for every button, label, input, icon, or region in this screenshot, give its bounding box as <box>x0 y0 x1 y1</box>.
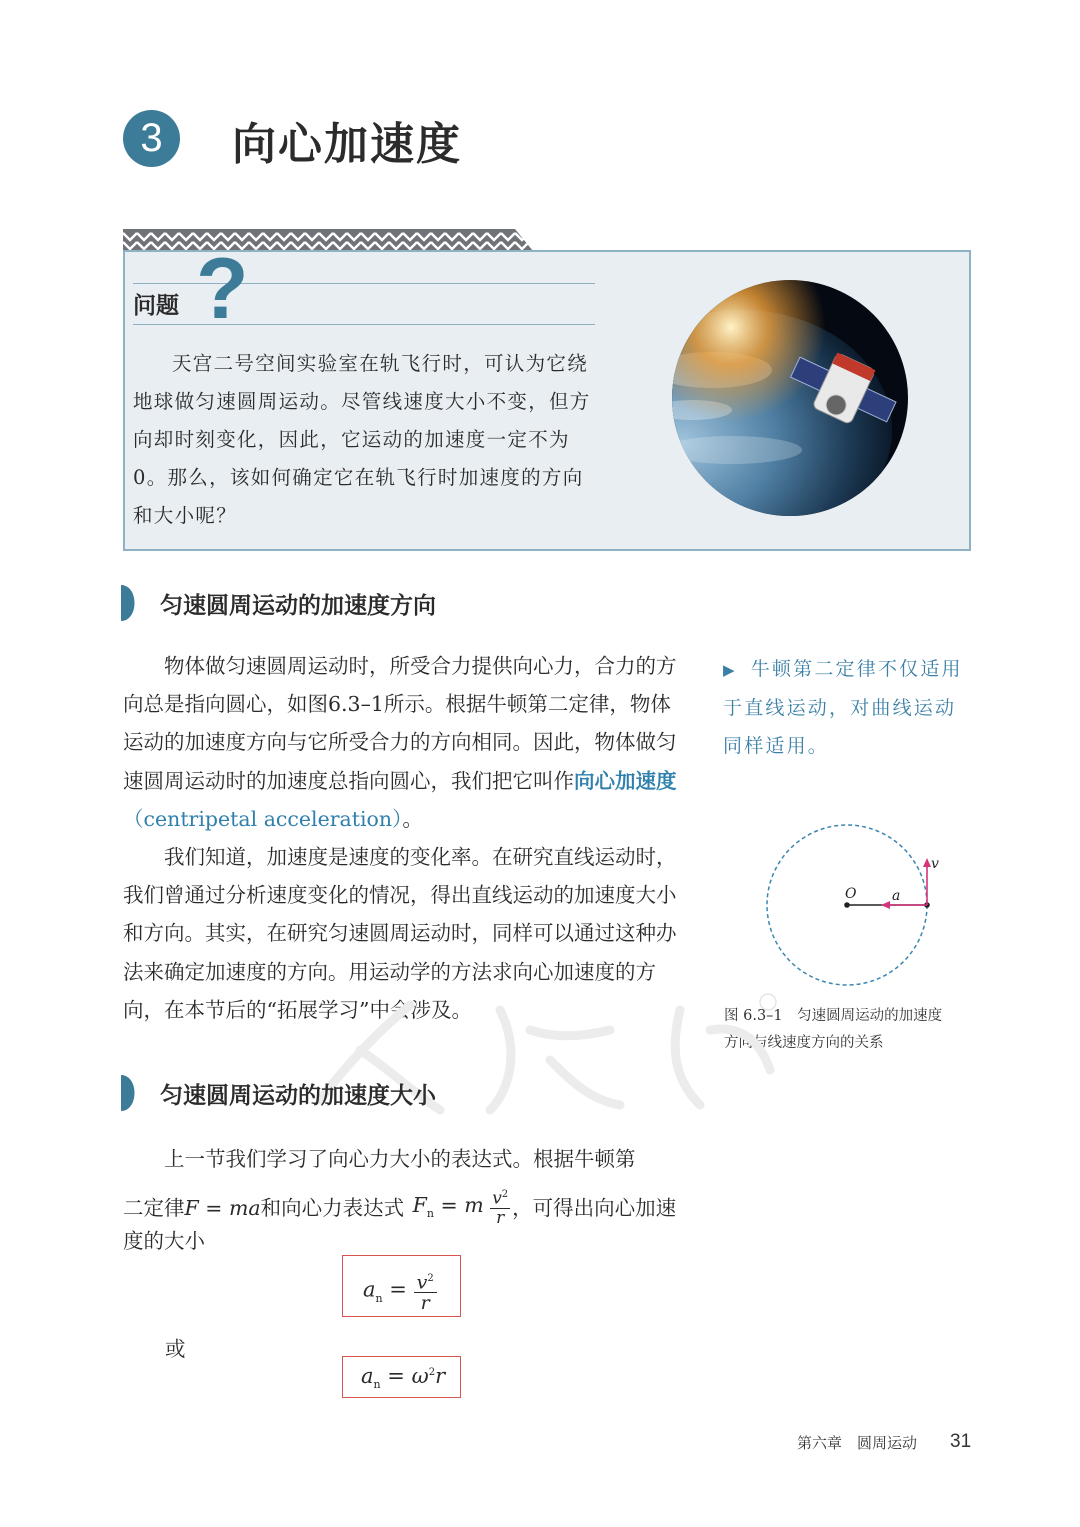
body-direction <box>123 647 683 1029</box>
heading-tab-icon <box>121 585 141 621</box>
page-number: 31 <box>950 1431 972 1452</box>
zigzag-decoration <box>123 229 533 251</box>
denominator <box>414 1293 437 1313</box>
text-run: 物体做匀速圆周运动时，所受合力提供向心力，合力的方向总是指向圆心，如图6.3–1所示。根据牛顿第二定律，物体运动的加速度方向与它所受合力的方向相同。因此，物体做匀速圆周运动时的加速度总指向圆心，我们把它叫作 <box>123 654 677 793</box>
term-english: （centripetal acceleration） <box>123 806 403 831</box>
symbol-v: v <box>416 1271 428 1294</box>
symbol-v: v <box>492 1188 502 1209</box>
side-note <box>723 650 973 765</box>
formula-Fn: F <box>412 1193 427 1217</box>
formula-eq: = <box>380 1364 412 1388</box>
fraction-v2-over-r <box>414 1269 437 1313</box>
formula-eq: = <box>382 1277 414 1302</box>
text-run: 和向心力表达式 <box>260 1196 405 1221</box>
text-or: 或 <box>165 1337 186 1361</box>
text-run: 。 <box>402 806 423 831</box>
space-station-photo <box>672 280 908 516</box>
body-magnitude-line2 <box>123 1186 683 1233</box>
body-magnitude-line3: 度的大小 <box>123 1229 205 1253</box>
formula-F: F <box>184 1196 199 1221</box>
formula-an-omega2-r <box>361 1364 445 1391</box>
footer-chapter: 第六章 圆周运动 <box>797 1434 918 1452</box>
section-title: 向心加速度 <box>232 119 462 170</box>
triangle-arrow-icon: ▶ <box>723 661 737 679</box>
heading-tab-icon <box>121 1075 141 1111</box>
acceleration-arrowhead <box>881 901 890 909</box>
symbol-r: r <box>435 1364 446 1388</box>
symbol-a: a <box>363 1277 376 1302</box>
label-O: O <box>845 886 857 902</box>
question-mark-icon: ? <box>196 241 249 337</box>
question-text: 天宫二号空间实验室在轨飞行时，可认为它绕地球做匀速圆周运动。尽管线速度大小不变，但方向却时刻变化，因此，它运动的加速度一定不为0。那么，该如何确定它在轨飞行时加速度的方向和大小呢？ <box>133 352 591 527</box>
superscript-2: 2 <box>501 1189 509 1201</box>
text-run: 二定律 <box>123 1196 185 1221</box>
symbol-omega: ω <box>411 1364 429 1388</box>
formula-box-an-v2-r <box>342 1255 461 1317</box>
label-v: v <box>931 856 939 872</box>
formula-box-an-omega2-r <box>342 1356 461 1398</box>
term-centripetal-acceleration: 向心加速度 <box>574 768 677 793</box>
side-note-text: 牛顿第二定律不仅适用于直线运动，对曲线运动同样适用。 <box>723 658 963 757</box>
formula-centripetal-force <box>413 1186 511 1233</box>
figure-circle-diagram <box>760 820 960 1000</box>
formula-eq: = <box>433 1193 465 1217</box>
body-magnitude-line1: 上一节我们学习了向心力大小的表达式。根据牛顿第 <box>164 1147 636 1171</box>
paragraph-direction-2: 我们知道，加速度是速度的变化率。在研究直线运动时，我们曾通过分析速度变化的情况，得出直线运动的加速度大小和方向。其实，在研究匀速圆周运动时，同样可以通过这种办法来确定加速度的方向。用运动学的方法求向心加速度的方向，在本节后的“拓展学习”中会涉及。 <box>123 845 677 1022</box>
formula-eq: = <box>198 1196 229 1221</box>
subscript-n: n <box>426 1207 434 1221</box>
symbol-r: r <box>496 1207 505 1228</box>
superscript-2: 2 <box>427 1273 434 1284</box>
caption-line-2: 方向与线速度方向的关系 <box>724 1035 884 1051</box>
numerator <box>490 1186 510 1209</box>
subscript-n: n <box>375 1291 383 1305</box>
denominator <box>490 1209 510 1227</box>
symbol-a: a <box>361 1364 374 1388</box>
formula-m: m <box>464 1193 484 1217</box>
text-run: ，可得出向心加速 <box>512 1196 677 1221</box>
center-point <box>844 902 850 908</box>
velocity-arrowhead <box>923 858 931 867</box>
label-a: a <box>892 888 901 904</box>
subscript-n: n <box>373 1378 381 1392</box>
superscript-2: 2 <box>428 1367 436 1378</box>
symbol-r: r <box>420 1292 430 1315</box>
formula-an-v2-r <box>363 1269 437 1313</box>
fraction-v2-over-r <box>490 1186 510 1227</box>
section-number-badge: 3 <box>123 110 180 167</box>
subheading-magnitude: 匀速圆周运动的加速度大小 <box>160 1083 436 1109</box>
question-label: 问题 <box>133 293 179 319</box>
formula-ma: ma <box>228 1196 261 1221</box>
numerator <box>414 1269 437 1293</box>
subheading-direction: 匀速圆周运动的加速度方向 <box>160 593 436 619</box>
paragraph-direction-1 <box>123 647 683 838</box>
caption-line-1: 图 6.3–1 匀速圆周运动的加速度 <box>724 1008 943 1024</box>
